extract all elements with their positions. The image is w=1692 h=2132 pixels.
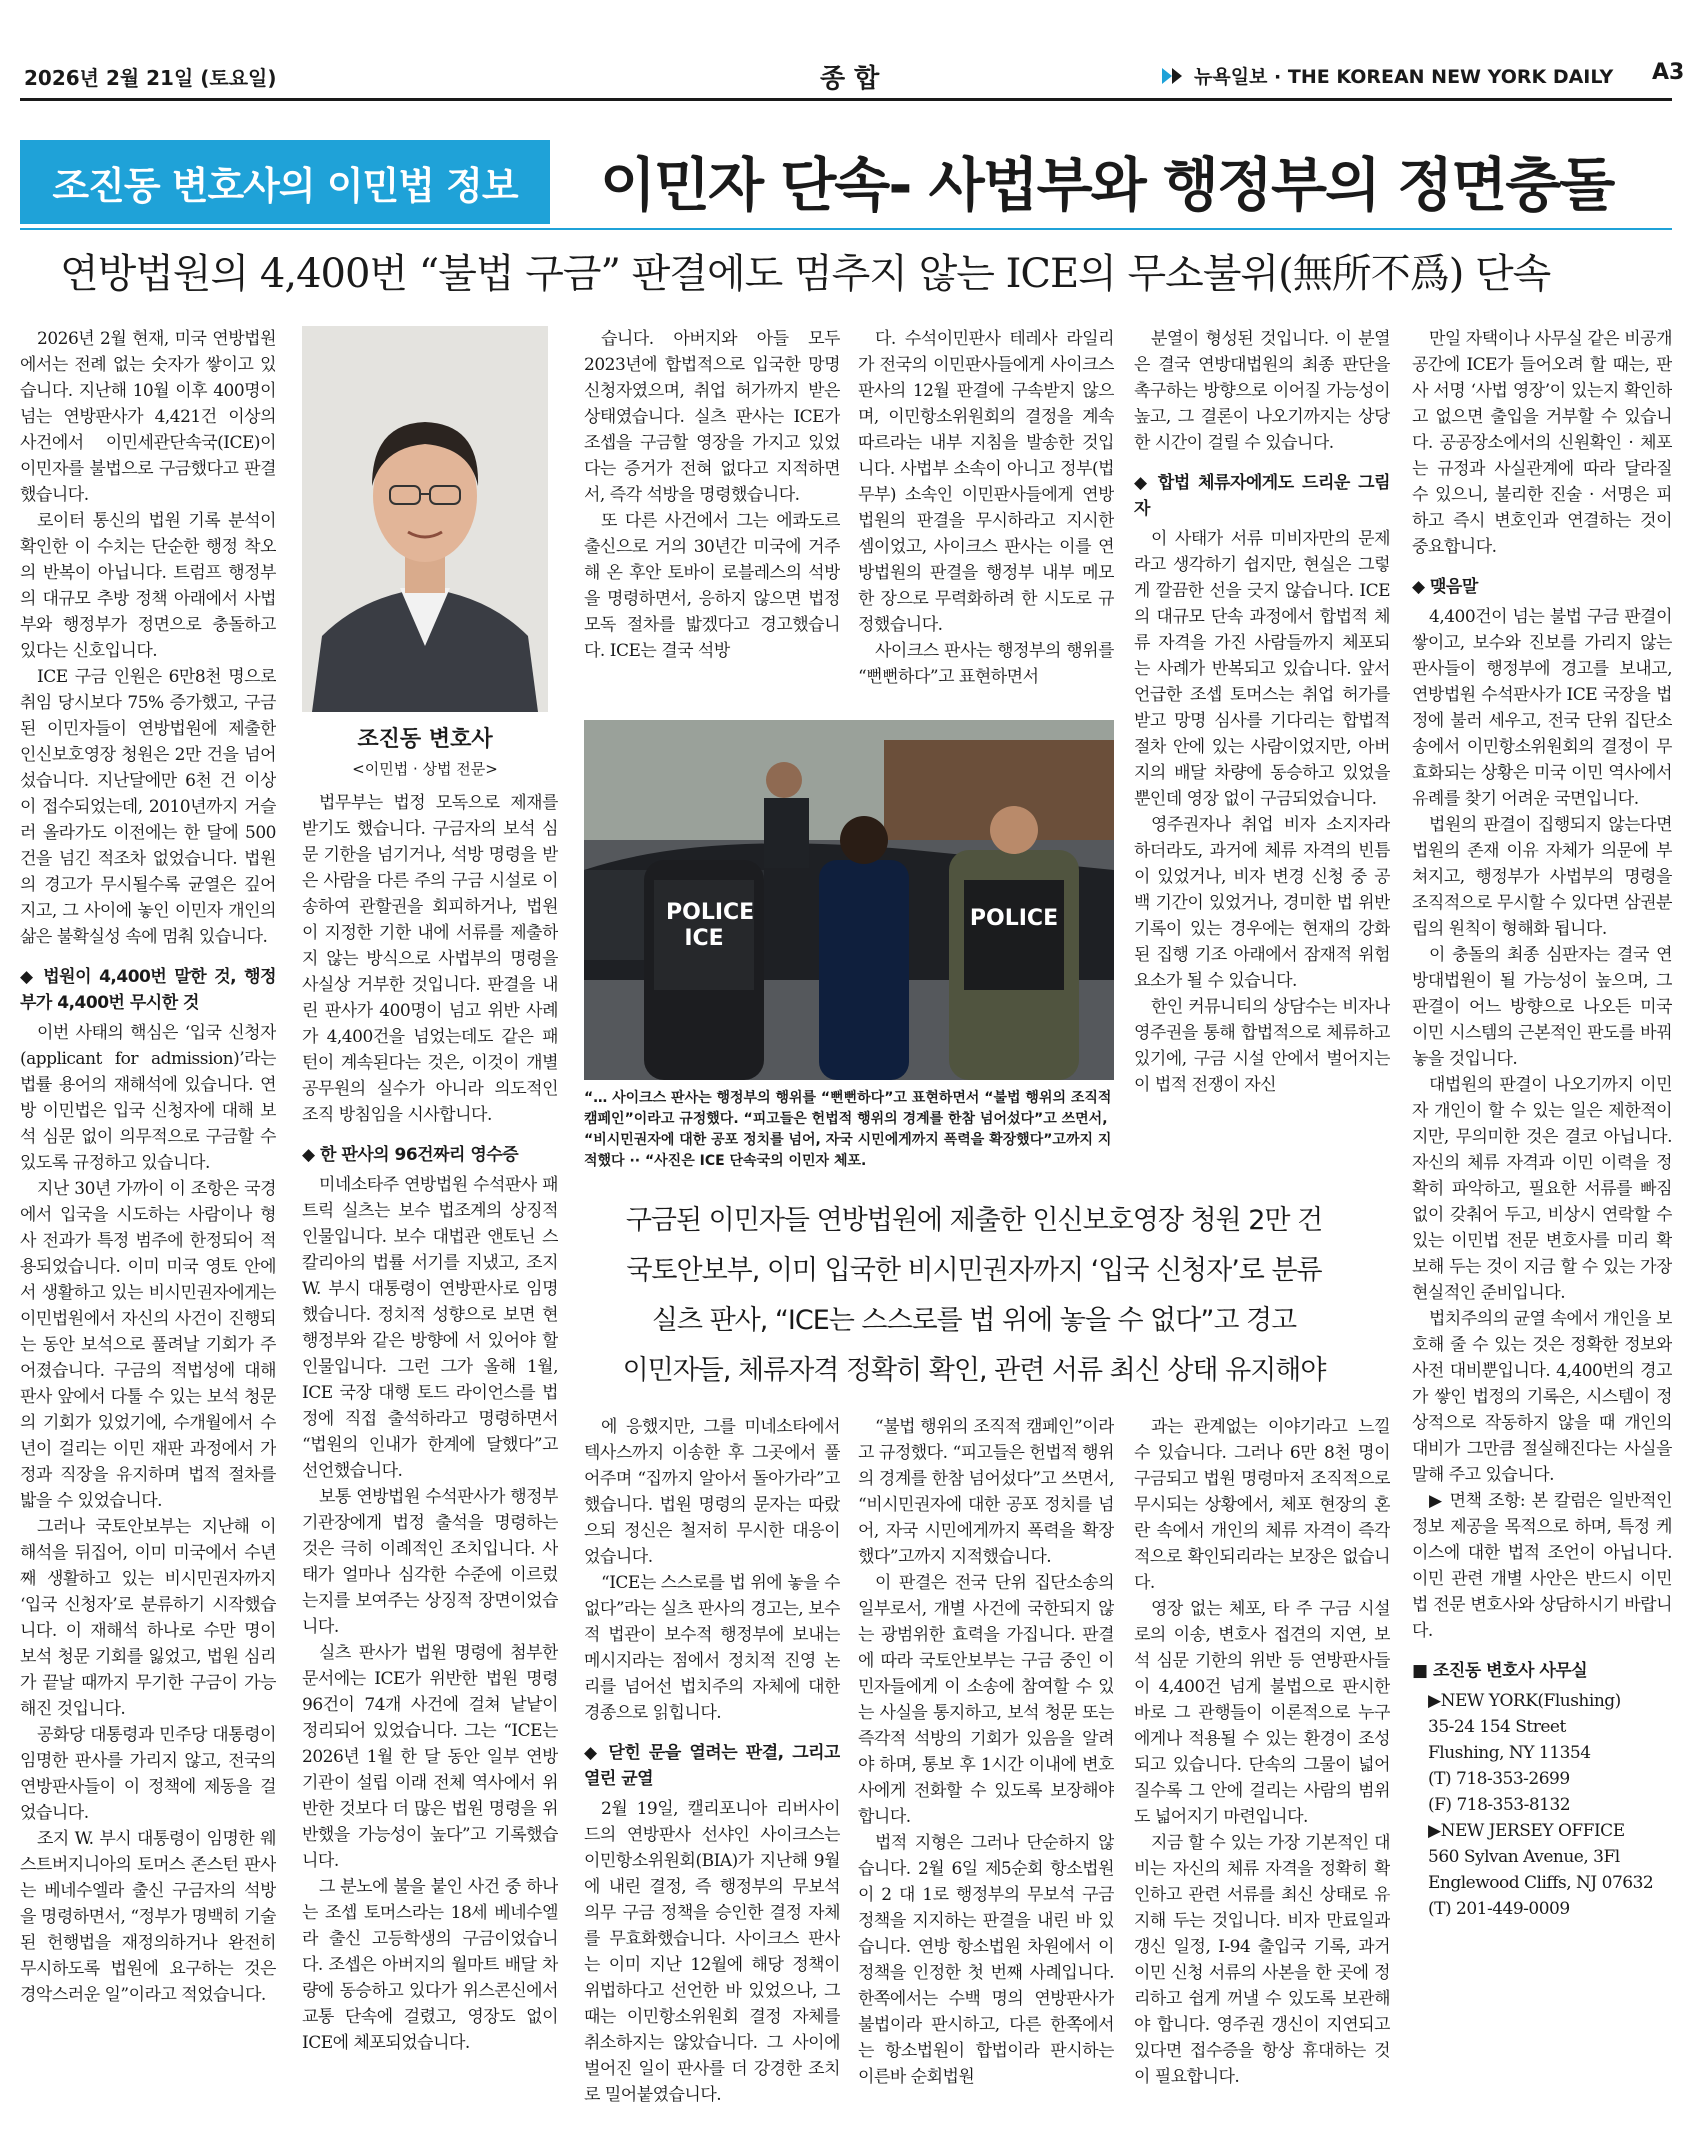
article-column-1 <box>20 326 276 2126</box>
brand-name: 뉴욕일보 · THE KOREAN NEW YORK DAILY <box>1194 66 1614 88</box>
header-divider <box>20 98 1672 101</box>
paragraph: 법무부는 법정 모독으로 제재를 받기도 했습니다. 구금자의 보석 심문 기한을 넘기거나, 석방 명령을 받은 사람을 다른 주의 구금 시설로 이송하여 관할권을 회피하거나, 법원이 지정한 기한 내에 서류를 제출하지 않는 방식으로 사법부의 명령을 사실상 거부한 것입니다. 판결을 내린 판사가 400명이 넘고 위반 사례가 4,400건을 넘었는데도 같은 패턴이 계속된다는 것은, 이것이 개별 공무원의 실수가 아니라 의도적인 조직 방침임을 시사합니다. <box>302 793 558 1125</box>
paragraph: 공화당 대통령과 민주당 대통령이 임명한 판사를 가리지 않고, 전국의 연방판사들이 이 정책에 제동을 걸었습니다. <box>20 1725 276 1823</box>
office-address-line: Flushing, NY 11354 <box>1428 1743 1591 1763</box>
paragraph: 또 다른 사건에서 그는 에콰도르 출신으로 거의 30년간 미국에 거주해 온 후안 토바이 로블레스의 석방을 명령하면서, 응하지 않으면 법정 모독 절차를 밟겠다고 경고했습니다. ICE는 결국 석방 <box>584 511 840 661</box>
paragraph: 2026년 2월 현재, 미국 연방법원에서는 전례 없는 숫자가 쌓이고 있습니다. 지난해 10월 이후 400명이 넘는 연방판사가 4,421건 이상의 사건에서 이민세관단속국(ICE)이 이민자를 불법으로 구금했다고 판결했습니다. <box>20 329 276 505</box>
article-column-5 <box>1134 326 1390 1178</box>
paragraph: 지금 할 수 있는 가장 기본적인 대비는 자신의 체류 자격을 정확히 확인하고 관련 서류를 최신 상태로 유지해 두는 것입니다. 비자 만료일과 갱신 일정, I-94 출입국 기록, 과거 이민 신청 서류의 사본을 한 곳에 정리하고 쉽게 꺼낼 수 있도록 보관해야 합니다. 영주권 갱신이 지연되고 있다면 접수증을 항상 휴대하는 것이 필요합니다. <box>1134 1833 1390 2087</box>
paragraph: 법적 지형은 그러나 단순하지 않습니다. 2월 6일 제5순회 항소법원이 2 대 1로 행정부의 무보석 구금 정책을 지지하는 판결을 내린 바 있습니다. 연방 항소법원 차원에서 이 정책을 인정한 첫 번째 사례입니다. 한쪽에서는 수백 명의 연방판사가 불법이라 판시하고, 다른 한쪽에서는 항소법원이 합법이라 판시하는 이른바 순회법원 <box>858 1833 1114 2087</box>
section-name: 종 합 <box>820 64 880 94</box>
paragraph: 미네소타주 연방법원 수석판사 패트릭 실츠는 보수 법조계의 상징적 인물입니다. 보수 대법관 앤토닌 스칼리아의 법률 서기를 지냈고, 조지 W. 부시 대통령이 연방판사로 임명했습니다. 정치적 성향으로 보면 현 행정부와 같은 방향에 서 있어야 할 인물입니다. 그런 그가 올해 1월, ICE 국장 대행 토드 라이언스를 법정에 직접 출석하라고 명령하면서 “법원의 인내가 한계에 달했다”고 선언했습니다. <box>302 1175 558 1481</box>
paragraph: 로이터 통신의 법원 기록 분석이 확인한 이 수치는 단순한 행정 착오의 반복이 아닙니다. 트럼프 행정부의 대규모 추방 정책 아래에서 사법부와 행정부가 정면으로 충돌하고 있다는 신호입니다. <box>20 511 276 661</box>
paragraph: 4,400건이 넘는 불법 구금 판결이 쌓이고, 보수와 진보를 가리지 않는 판사들이 행정부에 경고를 보내고, 연방법원 수석판사가 ICE 국장을 법정에 불러 세우고, 전국 단위 집단소송에서 이민항소위원회의 결정이 무효화되는 상황은 미국 이민 역사에서 유례를 찾기 어려운 국면입니다. <box>1412 607 1672 809</box>
section-heading: ◆ 맺음말 <box>1412 577 1478 597</box>
author-name: 조진동 변호사 <box>357 727 493 752</box>
paragraph: ▶ 면책 조항: 본 칼럼은 일반적인 정보 제공을 목적으로 하며, 특정 케이스에 대한 법적 조언이 아닙니다. 이민 관련 개별 사안은 반드시 이민법 전문 변호사와 상담하시기 바랍니다. <box>1412 1491 1672 1641</box>
highlight-line: 실츠 판사, “ICE는 스스로를 법 위에 놓을 수 없다”고 경고 <box>651 1305 1297 1336</box>
vest-label-left: POLICE ICE <box>666 900 755 951</box>
office-address-line: ▶NEW YORK(Flushing) <box>1428 1691 1621 1711</box>
paragraph: 그러나 국토안보부는 지난해 이 해석을 뒤집어, 이미 미국에서 수년째 생활하고 있는 비시민권자까지 ‘입국 신청자’로 분류하기 시작했습니다. 이 재해석 하나로 수만 명이 보석 청문 기회를 잃었고, 법원 심리가 끝날 때까지 무기한 구금이 가능해진 것입니다. <box>20 1517 276 1719</box>
section-heading: ■ 조진동 변호사 사무실 <box>1412 1661 1588 1681</box>
paragraph: 만일 자택이나 사무실 같은 비공개 공간에 ICE가 들어오려 할 때는, 판사 서명 ‘사법 영장’이 있는지 확인하고 없으면 출입을 거부할 수 있습니다. 공공장소에서의 신원확인 · 체포는 규정과 사실관계에 따라 달라질 수 있으니, 불리한 진술 · 서명은 피하고 즉시 변호인과 연결하는 것이 중요합니다. <box>1412 329 1672 557</box>
section-heading: ◆ 닫힌 문을 열려는 판결, 그리고 열린 균열 <box>584 1743 840 1789</box>
article-subheadline: 연방법원의 4,400번 “불법 구금” 판결에도 멈추지 않는 ICE의 무소불위(無所不爲) 단속 <box>60 251 1551 297</box>
paragraph: ICE 구금 인원은 6만8천 명으로 취임 당시보다 75% 증가했고, 구금된 이민자들이 연방법원에 제출한 인신보호영장 청원은 2만 건을 넘어섰습니다. 지난달에만 6천 건 이상이 접수되었는데, 2010년까지 거슬러 올라가도 이전에는 한 달에 500건을 넘긴 적조차 없었습니다. 법원의 경고가 무시될수록 균열은 깊어지고, 그 사이에 놓인 이민자 개인의 삶은 불확실성 속에 멈춰 있습니다. <box>20 667 276 947</box>
author-portrait <box>302 326 548 712</box>
highlight-line: 국토안보부, 이미 입국한 비시민권자까지 ‘입국 신청자’로 분류 <box>626 1255 1322 1286</box>
paragraph: 영주권자나 취업 비자 소지자라 하더라도, 과거에 체류 자격의 빈틈이 있었거나, 비자 변경 신청 중 공백 기간이 있었거나, 경미한 법 위반 기록이 있는 경우에는 현재의 강화된 집행 기조 아래에서 잠재적 위험 요소가 될 수 있습니다. <box>1134 815 1390 991</box>
paragraph: 이 사태가 서류 미비자만의 문제라고 생각하기 쉽지만, 현실은 그렇게 깔끔한 선을 긋지 않습니다. ICE의 대규모 단속 과정에서 합법적 체류 자격을 가진 사람들까지 체포되는 사례가 반복되고 있습니다. 앞서 언급한 조셉 토머스는 취업 허가를 받고 망명 심사를 기다리는 합법적 절차 안에 있는 사람이었지만, 아버지의 배달 차량에 동승하고 있었을 뿐인데 영장 없이 구금되었습니다. <box>1134 529 1390 809</box>
paragraph: 법치주의의 균열 속에서 개인을 보호해 줄 수 있는 것은 정확한 정보와 사전 대비뿐입니다. 4,400번의 경고가 쌓인 법정의 기록은, 시스템이 정상적으로 작동하지 않을 때 개인의 대비가 그만큼 절실해진다는 사실을 말해 주고 있습니다. <box>1412 1309 1672 1485</box>
photo-caption: “… 사이크스 판사는 행정부의 행위를 “뻔뻔하다”고 표현하면서 “불법 행위의 조직적 캠페인”이라고 규정했다. “피고들은 헌법적 행위의 경계를 한참 넘어섰다”고 쓰면서, “비시민권자에 대한 공포 정치를 넘어, 자국 시민에게까지 폭력을 확장했다”고까지 지적했다 ·· “사진은 ICE 단속국의 이민자 체포. <box>584 1090 1112 1169</box>
office-address-line: (T) 718-353-2699 <box>1428 1769 1570 1789</box>
paragraph: 영장 없는 체포, 타 주 구금 시설로의 이송, 변호사 접견의 지연, 보석 심문 기한의 위반 등 연방판사들이 4,400건 넘게 불법으로 판시한 바로 그 관행들이 이론적으로 누구에게나 적용될 수 있는 환경이 조성되고 있습니다. 단속의 그물이 넓어질수록 그 안에 걸리는 사람의 범위도 넓어지기 마련입니다. <box>1134 1599 1390 1827</box>
paragraph: “불법 행위의 조직적 캠페인”이라고 규정했다. “피고들은 헌법적 행위의 경계를 한참 넘어섰다”고 쓰면서, “비시민권자에 대한 공포 정치를 넘어, 자국 시민에게까지 폭력을 확장했다”고까지 지적했습니다. <box>858 1417 1114 1567</box>
paragraph: 다. 수석이민판사 테레사 라일리가 전국의 이민판사들에게 사이크스 판사의 12월 판결에 구속받지 않으며, 이민항소위원회의 결정을 계속 따르라는 내부 지침을 발송한 것입니다. 사법부 소속이 아니고 정부(법무부) 소속인 이민판사들에게 연방법원의 판결을 무시하라고 지시한 셈이었고, 사이크스 판사는 이를 연방법원의 판결을 행정부 내부 메모 한 장으로 무력화하려 한 시도로 규정했습니다. <box>858 329 1114 635</box>
paragraph: 보통 연방법원 수석판사가 행정부 기관장에게 법정 출석을 명령하는 것은 극히 이례적인 조치입니다. 사태가 얼마나 심각한 수준에 이르렀는지를 보여주는 상징적 장면이었습니다. <box>302 1487 558 1637</box>
ice-arrest-photo-icon <box>584 720 1114 1080</box>
newspaper-logo-icon <box>1160 64 1188 88</box>
section-heading: ◆ 법원이 4,400번 말한 것, 행정부가 4,400번 무시한 것 <box>20 967 276 1013</box>
article-column-4-lower <box>858 1414 1114 2126</box>
office-address-line: (T) 201-449-0009 <box>1428 1899 1570 1919</box>
office-address-line: (F) 718-353-8132 <box>1428 1795 1571 1815</box>
paragraph: 법원의 판결이 집행되지 않는다면 법원의 존재 이유 자체가 의문에 부쳐지고, 행정부가 사법부의 명령을 조직적으로 무시할 수 있다면 삼권분립의 원칙이 형해화 됩니다. <box>1412 815 1672 939</box>
paragraph: 이번 사태의 핵심은 ‘입국 신청자(applicant for admission)’라는 법률 용어의 재해석에 있습니다. 연방 이민법은 입국 신청자에 대해 보석 심문 없이 의무적으로 구금할 수 있도록 규정하고 있습니다. <box>20 1023 276 1173</box>
page-number: A3 <box>1652 60 1685 85</box>
paragraph: 그 분노에 불을 붙인 사건 중 하나는 조셉 토머스라는 18세 베네수엘라 출신 고등학생의 구금이었습니다. 조셉은 아버지의 월마트 배달 차량에 동승하고 있다가 위스콘신에서 교통 단속에 걸렸고, 영장도 없이 ICE에 체포되었습니다. <box>302 1877 558 2053</box>
paragraph: 이 충돌의 최종 심판자는 결국 연방대법원이 될 가능성이 높으며, 그 판결이 어느 방향으로 나오든 미국 이민 시스템의 근본적인 판도를 바꿔 놓을 것입니다. <box>1412 945 1672 1069</box>
paragraph: 지난 30년 가까이 이 조항은 국경에서 입국을 시도하는 사람이나 형사 전과가 특정 범주에 한정되어 적용되었습니다. 이미 미국 영토 안에서 생활하고 있는 비시민권자에게는 이민법원에서 자신의 사건이 진행되는 동안 보석으로 풀려날 기회가 주어졌습니다. 구금의 적법성에 대해 판사 앞에서 다툴 수 있는 보석 청문의 기회가 있었기에, 수개월에서 수년이 걸리는 이민 재판 과정에서 가정과 직장을 유지하며 법적 절차를 밟을 수 있었습니다. <box>20 1179 276 1511</box>
paragraph: 조지 W. 부시 대통령이 임명한 웨스트버지니아의 토머스 존스턴 판사는 베네수엘라 출신 구금자의 석방을 명령하면서, “정부가 명백히 기술된 헌행법을 재정의하거나 완전히 무시하도록 법원에 요구하는 것은 경악스러운 일”이라고 적었습니다. <box>20 1829 276 2005</box>
paragraph: 2월 19일, 캘리포니아 리버사이드의 연방판사 선샤인 사이크스는 이민항소위원회(BIA)가 지난해 9월에 내린 결정, 즉 행정부의 무보석 의무 구금 정책을 승인한 결정 자체를 무효화했습니다. 사이크스 판사는 이미 지난 12월에 해당 정책이 위법하다고 선언한 바 있었으나, 그때는 이민항소위원회 결정 자체를 취소하지는 않았습니다. 그 사이에 벌어진 일이 판사를 더 강경한 조치로 밀어붙였습니다. <box>584 1799 840 2105</box>
paragraph: 습니다. 아버지와 아들 모두 2023년에 합법적으로 입국한 망명 신청자였으며, 취업 허가까지 받은 상태였습니다. 실츠 판사는 ICE가 조셉을 구금할 영장을 가지고 있었다는 증거가 전혀 없다고 지적하면서, 즉각 석방을 명령했습니다. <box>584 329 840 505</box>
article-column-2 <box>302 790 558 2126</box>
newspaper-brand <box>1160 62 1613 89</box>
article-column-4 <box>858 326 1114 712</box>
office-address-line: 35-24 154 Street <box>1428 1717 1566 1737</box>
author-specialty: <이민법 · 상법 전문> <box>352 760 498 778</box>
paragraph: 사이크스 판사는 행정부의 행위를 “뻔뻔하다”고 표현하면서 <box>858 641 1114 687</box>
issue-date: 2026년 2월 21일 (토요일) <box>24 66 277 90</box>
article-column-3 <box>584 326 840 712</box>
paragraph: 대법원의 판결이 나오기까지 이민자 개인이 할 수 있는 일은 제한적이지만, 무의미한 것은 결코 아닙니다. 자신의 체류 자격과 이민 이력을 정확히 파악하고, 필요한 서류를 빠짐없이 갖춰어 두고, 비상시 연락할 수 있는 이민법 전문 변호사를 미리 확보해 두는 것이 지금 할 수 있는 가장 현실적인 준비입니다. <box>1412 1075 1672 1303</box>
paragraph: 에 응했지만, 그를 미네소타에서 텍사스까지 이송한 후 그곳에서 풀어주며 “집까지 알아서 돌아가라”고 했습니다. 법원 명령의 문자는 따랐으되 정신은 철저히 무시한 대응이었습니다. <box>584 1417 840 1567</box>
paragraph: 실츠 판사가 법원 명령에 첨부한 문서에는 ICE가 위반한 법원 명령 96건이 74개 사건에 걸쳐 낱낱이 정리되어 있었습니다. 그는 “ICE는 2026년 1월 한 달 동안 일부 연방 기관이 설립 이래 전체 역사에서 위반한 것보다 더 많은 법원 명령을 위반했을 가능성이 높다”고 기록했습니다. <box>302 1643 558 1871</box>
section-heading: ◆ 한 판사의 96건짜리 영수증 <box>302 1145 519 1165</box>
article-headline: 이민자 단속- 사법부와 행정부의 정면충돌 <box>600 151 1614 219</box>
paragraph: 이 판결은 전국 단위 집단소송의 일부로서, 개별 사건에 국한되지 않는 광범위한 효력을 가집니다. 판결에 따라 국토안보부는 구금 중인 이민자들에게 이 소송에 참여할 수 있는 사실을 통지하고, 보석 청문 또는 즉각적 석방의 기회가 있음을 알려야 하며, 통보 후 1시간 이내에 변호사에게 전화할 수 있도록 보장해야 합니다. <box>858 1573 1114 1827</box>
office-address-line: ▶NEW JERSEY OFFICE <box>1428 1821 1625 1841</box>
article-column-3-lower <box>584 1414 840 2126</box>
paragraph: 과는 관계없는 이야기라고 느낄 수 있습니다. 그러나 6만 8천 명이 구금되고 법원 명령마저 조직적으로 무시되는 상황에서, 체포 현장의 혼란 속에서 개인의 체류 자격이 즉각적으로 확인되리라는 보장은 없습니다. <box>1134 1417 1390 1593</box>
column-tag: 조진동 변호사의 이민법 정보 <box>20 140 550 224</box>
section-heading: ◆ 합법 체류자에게도 드리운 그림자 <box>1134 473 1390 519</box>
news-photo <box>584 720 1114 1080</box>
article-column-5-lower <box>1134 1414 1390 2126</box>
office-address-line: Englewood Cliffs, NJ 07632 <box>1428 1873 1654 1893</box>
vest-label-right: POLICE <box>969 906 1059 931</box>
title-divider <box>20 228 1672 230</box>
highlight-line: 이민자들, 체류자격 정확히 확인, 관련 서류 최신 상태 유지해야 <box>622 1355 1326 1386</box>
highlight-box <box>584 1196 1364 1396</box>
masthead <box>20 56 1685 96</box>
paragraph: “ICE는 스스로를 법 위에 놓을 수 없다”라는 실츠 판사의 경고는, 보수적 법관이 보수적 행정부에 보내는 메시지라는 점에서 정치적 진영 논리를 넘어선 법치주의 자체에 대한 경종으로 읽힙니다. <box>584 1573 840 1723</box>
article-column-6 <box>1412 326 1672 2126</box>
office-address-line: 560 Sylvan Avenue, 3Fl <box>1428 1847 1620 1867</box>
paragraph: 한인 커뮤니티의 상담수는 비자나 영주권을 통해 합법적으로 체류하고 있기에, 구금 시설 안에서 벌어지는 이 법적 전쟁이 자신 <box>1134 997 1390 1095</box>
author-photo-icon <box>302 326 548 712</box>
highlight-line: 구금된 이민자들 연방법원에 제출한 인신보호영장 청원 2만 건 <box>625 1205 1323 1236</box>
paragraph: 분열이 형성된 것입니다. 이 분열은 결국 연방대법원의 최종 판단을 촉구하는 방향으로 이어질 가능성이 높고, 그 결론이 나오기까지는 상당한 시간이 걸릴 수 있습니다. <box>1134 329 1390 453</box>
